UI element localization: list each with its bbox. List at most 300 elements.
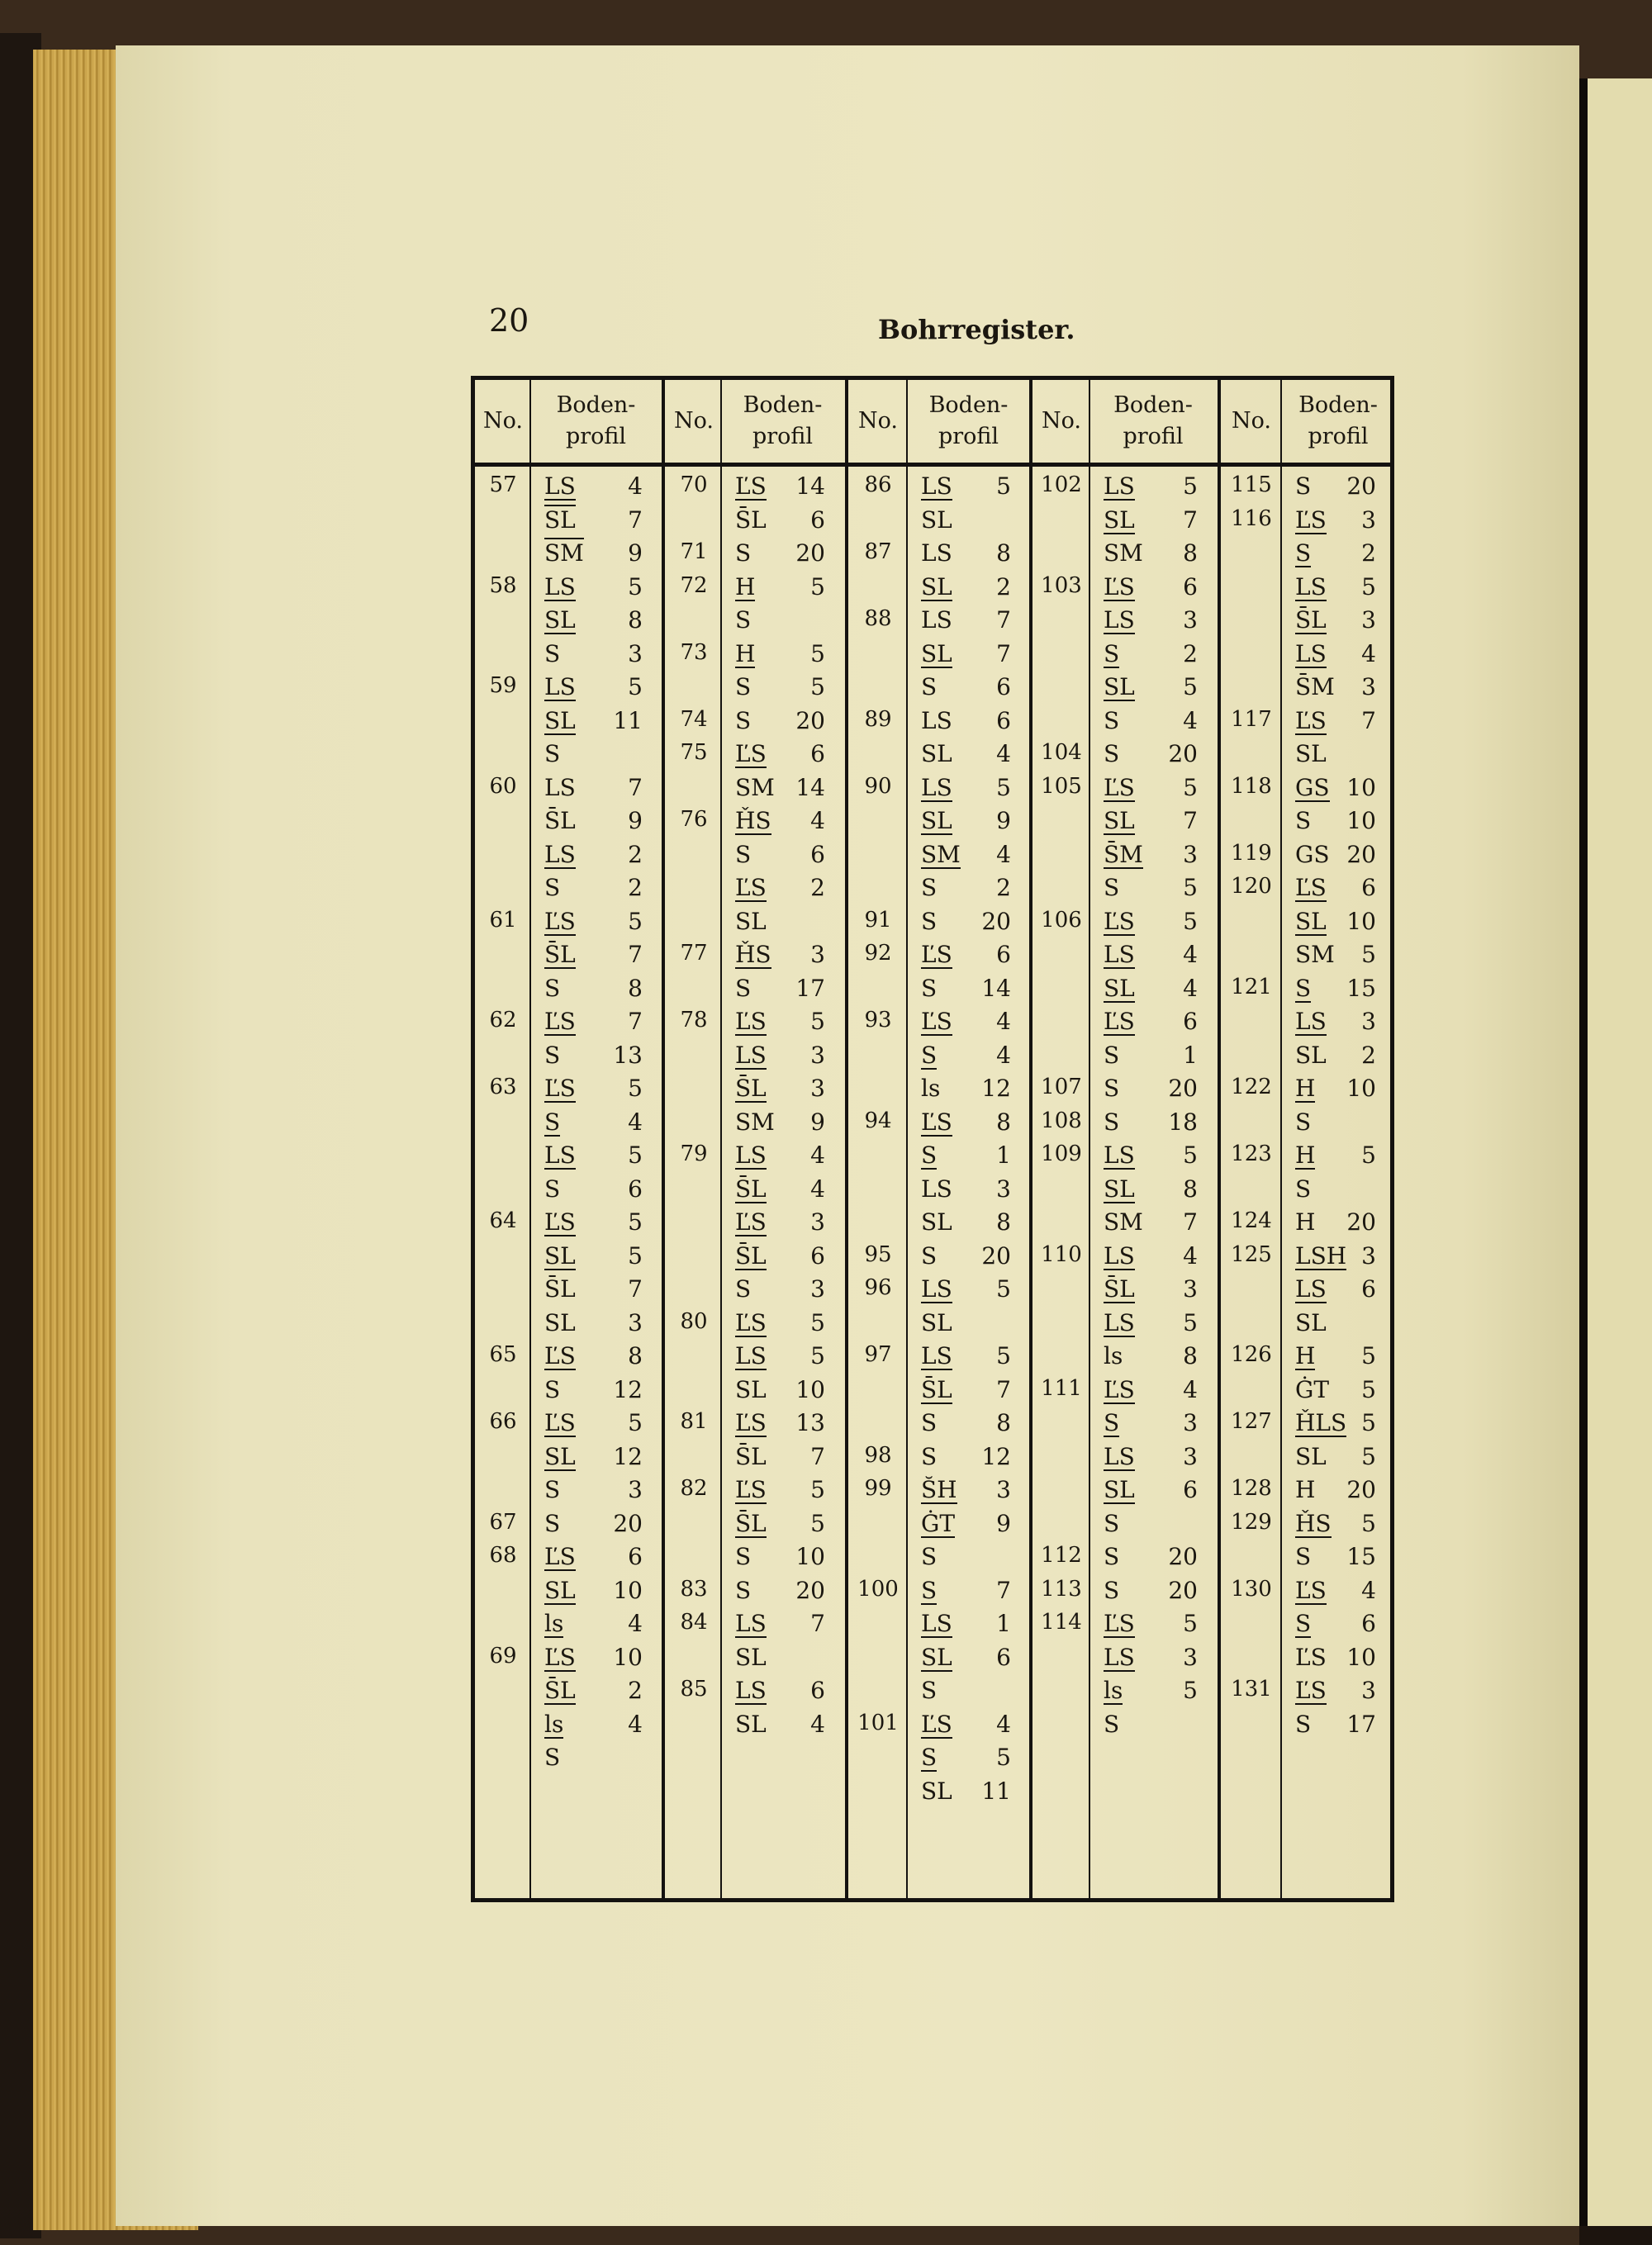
header-profil-line1: Boden- xyxy=(556,392,636,418)
soil-layer xyxy=(735,1309,825,1336)
soil-code: ĽS xyxy=(1104,1375,1135,1403)
soil-code: SL xyxy=(1295,1041,1327,1069)
layer-depth: 9 xyxy=(628,807,643,834)
layer-depth: 1 xyxy=(1183,1041,1198,1069)
soil-layer xyxy=(1104,1443,1198,1470)
soil-layer xyxy=(1104,1376,1198,1403)
soil-layer xyxy=(1295,472,1376,500)
row-number: 73 xyxy=(680,639,708,665)
row-number: 80 xyxy=(680,1308,708,1334)
row-number: 131 xyxy=(1231,1677,1272,1702)
soil-code: S xyxy=(1295,472,1312,500)
soil-code: S̄L xyxy=(921,1375,952,1403)
row-number: 107 xyxy=(1041,1075,1082,1099)
soil-code: H xyxy=(1295,1075,1316,1102)
layer-depth: 4 xyxy=(996,840,1011,868)
layer-depth: 4 xyxy=(1183,1375,1198,1403)
layer-depth: 7 xyxy=(1361,706,1376,734)
soil-layer xyxy=(1295,1409,1376,1436)
soil-layer xyxy=(735,1208,825,1236)
row-number: 103 xyxy=(1041,572,1082,598)
soil-code: LS xyxy=(1104,606,1135,634)
soil-layer xyxy=(544,908,643,935)
soil-layer xyxy=(1104,1510,1198,1537)
soil-layer xyxy=(735,1677,825,1704)
row-number: 59 xyxy=(489,673,517,698)
soil-layer xyxy=(544,1242,643,1270)
row-number: 76 xyxy=(680,807,708,832)
layer-depth: 5 xyxy=(810,572,825,600)
row-number: 62 xyxy=(489,1008,517,1032)
layer-depth: 1 xyxy=(996,1610,1011,1637)
soil-layer xyxy=(921,1275,1011,1303)
soil-layer xyxy=(1104,1042,1198,1069)
soil-layer xyxy=(544,1711,643,1738)
soil-code: ĽS xyxy=(1295,1677,1327,1704)
row-number: 101 xyxy=(857,1710,899,1735)
soil-code: SL xyxy=(921,807,952,834)
layer-depth: 15 xyxy=(1346,974,1376,1002)
soil-code: S xyxy=(735,606,752,634)
soil-code: LS xyxy=(735,1342,767,1369)
soil-layer xyxy=(735,1510,825,1537)
soil-layer xyxy=(735,941,825,968)
header-no xyxy=(848,380,908,463)
layer-depth: 4 xyxy=(810,1175,825,1203)
layer-depth: 8 xyxy=(996,1208,1011,1236)
soil-layer xyxy=(1295,1175,1376,1203)
layer-depth: 6 xyxy=(1361,1275,1376,1303)
soil-code: ĽS xyxy=(735,1409,767,1436)
soil-code: SL xyxy=(1295,1442,1327,1470)
soil-layer xyxy=(1104,640,1198,667)
soil-code: ĽS xyxy=(1104,1008,1135,1035)
layer-depth: 7 xyxy=(628,505,643,534)
soil-code: LS xyxy=(544,572,576,600)
layer-depth: 1 xyxy=(996,1141,1011,1169)
soil-layer xyxy=(735,506,825,534)
soil-code: H xyxy=(1295,1141,1316,1169)
layer-depth: 8 xyxy=(628,606,643,634)
soil-code: LS xyxy=(921,472,952,500)
layer-depth: 5 xyxy=(628,673,643,700)
layer-depth: 5 xyxy=(1183,907,1198,935)
soil-code: S xyxy=(544,740,561,767)
layer-depth: 4 xyxy=(996,1710,1011,1738)
row-number: 96 xyxy=(864,1275,892,1300)
soil-layer xyxy=(1295,740,1376,767)
layer-depth: 8 xyxy=(1183,539,1198,567)
soil-code: ĽS xyxy=(544,1543,576,1570)
soil-code: ĽS xyxy=(1104,773,1135,801)
column-rule xyxy=(529,380,531,1898)
soil-code: S xyxy=(544,1175,561,1203)
soil-code: SL xyxy=(921,572,952,600)
soil-layer xyxy=(544,1610,643,1637)
soil-code: SL xyxy=(1104,505,1135,534)
soil-layer xyxy=(921,1744,1011,1771)
row-number: 88 xyxy=(864,606,892,631)
row-number: 69 xyxy=(489,1643,517,1668)
row-number: 87 xyxy=(864,539,892,564)
soil-code: ȞLS xyxy=(1295,1409,1347,1436)
soil-code: H xyxy=(1295,1342,1316,1369)
layer-depth: 7 xyxy=(1183,807,1198,834)
soil-layer xyxy=(735,1141,825,1169)
soil-code: ĽS xyxy=(544,1008,576,1035)
layer-depth: 5 xyxy=(1361,572,1376,600)
soil-layer xyxy=(921,539,1011,567)
soil-layer xyxy=(544,1577,643,1604)
soil-code: ĽS xyxy=(735,874,767,901)
soil-layer xyxy=(544,740,643,767)
soil-code: S xyxy=(544,1509,561,1537)
header-no xyxy=(1221,380,1282,463)
row-number: 114 xyxy=(1041,1610,1082,1635)
row-number: 97 xyxy=(864,1342,892,1367)
soil-layer xyxy=(1104,1275,1198,1303)
layer-depth: 6 xyxy=(1183,572,1198,600)
layer-depth: 3 xyxy=(1183,840,1198,868)
soil-layer xyxy=(921,1543,1011,1570)
soil-code: S xyxy=(1104,1108,1120,1136)
row-number: 63 xyxy=(489,1075,517,1099)
soil-layer xyxy=(544,506,643,534)
soil-code: S̄L xyxy=(544,941,576,968)
soil-code: S xyxy=(921,1409,938,1436)
layer-depth: 4 xyxy=(1183,974,1198,1002)
soil-layer xyxy=(544,1108,643,1136)
soil-layer xyxy=(921,1711,1011,1738)
soil-code: S xyxy=(921,1576,938,1604)
soil-code: S xyxy=(1295,1610,1312,1637)
soil-layer xyxy=(1295,841,1376,868)
layer-depth: 11 xyxy=(613,706,643,734)
soil-code: SL xyxy=(921,1777,952,1805)
column-rule xyxy=(720,380,722,1898)
soil-code: S̄L xyxy=(735,1241,767,1270)
soil-layer xyxy=(544,472,643,500)
layer-depth: 6 xyxy=(1361,874,1376,901)
soil-code: S xyxy=(1104,639,1120,667)
layer-depth: 6 xyxy=(996,673,1011,700)
header-profil-line1: Boden- xyxy=(1298,392,1378,418)
row-number: 60 xyxy=(489,773,517,799)
soil-code: S xyxy=(1295,1175,1312,1203)
soil-layer xyxy=(544,1744,643,1771)
soil-layer xyxy=(735,807,825,834)
soil-code: S̄L xyxy=(735,1075,767,1102)
soil-layer xyxy=(921,1476,1011,1503)
layer-depth: 9 xyxy=(810,1108,825,1136)
soil-layer xyxy=(1104,1342,1198,1369)
soil-layer xyxy=(921,1677,1011,1704)
soil-layer xyxy=(921,1443,1011,1470)
column-rule xyxy=(662,380,665,1898)
soil-layer xyxy=(544,1543,643,1570)
soil-layer xyxy=(921,1141,1011,1169)
soil-code: S xyxy=(1104,874,1120,901)
soil-code: S xyxy=(921,1744,938,1771)
soil-layer xyxy=(1295,506,1376,534)
soil-layer xyxy=(1104,1309,1198,1336)
bore-register-table xyxy=(471,376,1394,1902)
soil-code: SL xyxy=(735,907,767,935)
soil-layer xyxy=(1295,1342,1376,1369)
row-number: 64 xyxy=(489,1208,517,1233)
layer-depth: 3 xyxy=(1361,505,1376,534)
row-number: 84 xyxy=(680,1610,708,1635)
layer-depth: 6 xyxy=(810,505,825,534)
layer-depth: 12 xyxy=(981,1442,1011,1470)
soil-code: LS xyxy=(921,706,952,734)
layer-depth: 9 xyxy=(628,539,643,567)
soil-code: S xyxy=(735,1275,752,1303)
layer-depth: 6 xyxy=(810,1677,825,1704)
soil-code: ĽS xyxy=(1104,1610,1135,1637)
layer-depth: 10 xyxy=(1346,773,1376,801)
soil-code: ĽS xyxy=(1295,1576,1327,1604)
soil-layer xyxy=(1104,1008,1198,1035)
layer-depth: 7 xyxy=(1183,1208,1198,1236)
row-number: 83 xyxy=(680,1576,708,1602)
soil-code: ĽS xyxy=(735,1008,767,1035)
soil-layer xyxy=(1104,975,1198,1002)
layer-depth: 4 xyxy=(810,1710,825,1738)
soil-layer xyxy=(921,1376,1011,1403)
soil-layer xyxy=(544,673,643,700)
layer-depth: 6 xyxy=(996,706,1011,734)
soil-code: LS xyxy=(735,1041,767,1069)
soil-layer xyxy=(1295,673,1376,700)
soil-layer xyxy=(544,1075,643,1102)
layer-depth: 8 xyxy=(1183,1175,1198,1203)
row-number: 91 xyxy=(864,907,892,933)
soil-layer xyxy=(1104,673,1198,700)
soil-code: SM xyxy=(921,840,961,868)
layer-depth: 3 xyxy=(1361,606,1376,634)
soil-code: S̄M xyxy=(1295,673,1335,700)
row-number: 106 xyxy=(1041,907,1082,933)
soil-layer xyxy=(735,1577,825,1604)
soil-code: S̄L xyxy=(544,807,576,834)
row-number: 90 xyxy=(864,773,892,799)
soil-code: S xyxy=(921,1241,938,1270)
layer-depth: 5 xyxy=(1361,1141,1376,1169)
soil-layer xyxy=(735,1242,825,1270)
soil-code: LS xyxy=(921,606,952,634)
soil-code: ĽS xyxy=(1295,874,1327,901)
layer-depth: 10 xyxy=(1346,907,1376,935)
soil-layer xyxy=(544,841,643,868)
soil-layer xyxy=(921,1644,1011,1671)
row-number: 109 xyxy=(1041,1141,1082,1166)
soil-layer xyxy=(1295,1309,1376,1336)
soil-code: S xyxy=(1104,740,1120,767)
soil-code: ĠT xyxy=(1295,1375,1330,1403)
soil-code: LS xyxy=(1104,1442,1135,1470)
soil-code: S xyxy=(1104,1509,1120,1537)
row-number: 117 xyxy=(1231,706,1272,732)
soil-code: ȞS xyxy=(735,941,771,968)
row-number: 61 xyxy=(489,907,517,933)
soil-code: LS xyxy=(921,539,952,567)
row-number: 111 xyxy=(1041,1375,1082,1401)
row-number: 72 xyxy=(680,572,708,598)
layer-depth: 10 xyxy=(1346,807,1376,834)
soil-layer xyxy=(921,606,1011,634)
soil-layer xyxy=(921,1175,1011,1203)
soil-layer xyxy=(921,673,1011,700)
soil-layer xyxy=(1295,807,1376,834)
layer-depth: 7 xyxy=(628,1008,643,1035)
soil-layer xyxy=(1104,1711,1198,1738)
soil-layer xyxy=(1295,1008,1376,1035)
soil-code: S xyxy=(544,1375,561,1403)
soil-layer xyxy=(544,1476,643,1503)
soil-layer xyxy=(921,506,1011,534)
layer-depth: 8 xyxy=(996,1108,1011,1136)
layer-depth: 7 xyxy=(810,1610,825,1637)
layer-depth: 2 xyxy=(1361,1041,1376,1069)
row-number: 129 xyxy=(1231,1509,1272,1535)
soil-code: SL xyxy=(1104,974,1135,1002)
soil-layer xyxy=(1104,1543,1198,1570)
soil-code: SL xyxy=(1104,807,1135,834)
soil-layer xyxy=(1104,807,1198,834)
soil-code: SL xyxy=(1295,1308,1327,1336)
soil-layer xyxy=(921,1309,1011,1336)
row-number: 102 xyxy=(1041,472,1082,497)
layer-depth: 3 xyxy=(1361,673,1376,700)
soil-layer xyxy=(544,1008,643,1035)
gutter-shadow xyxy=(1579,78,1588,2226)
soil-layer xyxy=(735,1443,825,1470)
layer-depth: 4 xyxy=(1361,1576,1376,1604)
soil-layer xyxy=(544,1644,643,1671)
soil-code: ĽS xyxy=(1295,706,1327,734)
soil-code: LS xyxy=(921,1342,952,1369)
soil-code: S xyxy=(921,1543,938,1570)
soil-code: LS xyxy=(921,1275,952,1303)
soil-code: LS xyxy=(1104,1308,1135,1336)
soil-code: ĽS xyxy=(735,472,767,500)
soil-code: ĽS xyxy=(544,907,576,935)
layer-depth: 10 xyxy=(795,1543,825,1570)
soil-code: ĽS xyxy=(1104,572,1135,600)
soil-code: SL xyxy=(1104,673,1135,700)
soil-layer xyxy=(544,707,643,734)
soil-layer xyxy=(544,1275,643,1303)
layer-depth: 3 xyxy=(1183,1409,1198,1436)
soil-code: S xyxy=(735,974,752,1002)
soil-layer xyxy=(735,908,825,935)
row-number: 94 xyxy=(864,1108,892,1133)
layer-depth: 3 xyxy=(1183,606,1198,634)
row-number: 128 xyxy=(1231,1476,1272,1501)
layer-depth: 5 xyxy=(628,1409,643,1436)
layer-depth: 6 xyxy=(628,1543,643,1570)
header-no xyxy=(666,380,722,463)
header-profil-line2: profil xyxy=(565,424,627,449)
soil-code: S xyxy=(1295,807,1312,834)
soil-code: ls xyxy=(544,1710,564,1738)
soil-code: S xyxy=(735,1543,752,1570)
layer-depth: 20 xyxy=(1168,1075,1198,1102)
layer-depth: 8 xyxy=(1183,1342,1198,1369)
layer-depth: 14 xyxy=(795,773,825,801)
row-number: 120 xyxy=(1231,874,1272,899)
row-number: 65 xyxy=(489,1342,517,1367)
soil-code: S̄L xyxy=(544,1275,576,1303)
layer-depth: 5 xyxy=(810,1476,825,1503)
soil-layer xyxy=(735,1711,825,1738)
layer-depth: 4 xyxy=(810,1141,825,1169)
soil-code: S xyxy=(735,673,752,700)
layer-depth: 7 xyxy=(996,1576,1011,1604)
soil-code: SL xyxy=(921,1643,952,1671)
header-profil-line1: Boden- xyxy=(1113,392,1193,418)
layer-depth: 20 xyxy=(1346,472,1376,500)
layer-depth: 5 xyxy=(810,673,825,700)
layer-depth: 9 xyxy=(996,1509,1011,1537)
soil-layer xyxy=(1104,1208,1198,1236)
soil-code: ĽS xyxy=(921,1108,952,1136)
soil-code: S xyxy=(1104,706,1120,734)
soil-layer xyxy=(1295,1376,1376,1403)
layer-depth: 2 xyxy=(996,874,1011,901)
row-number: 124 xyxy=(1231,1208,1272,1233)
row-number: 57 xyxy=(489,472,517,497)
soil-code: SL xyxy=(921,1208,952,1236)
soil-code: LS xyxy=(1295,639,1327,667)
layer-depth: 3 xyxy=(1183,1442,1198,1470)
soil-layer xyxy=(921,1008,1011,1035)
soil-code: ĽS xyxy=(921,1710,952,1738)
layer-depth: 4 xyxy=(1183,1241,1198,1270)
soil-code: S xyxy=(1295,539,1312,567)
layer-depth: 5 xyxy=(1183,1610,1198,1637)
soil-code: ĽS xyxy=(1104,907,1135,935)
header-profil xyxy=(722,380,843,463)
header-profil-line2: profil xyxy=(1308,424,1369,449)
row-number: 93 xyxy=(864,1008,892,1032)
soil-code: S xyxy=(1295,1710,1312,1738)
layer-depth: 4 xyxy=(996,1008,1011,1035)
soil-layer xyxy=(921,941,1011,968)
row-number: 79 xyxy=(680,1141,708,1166)
soil-layer xyxy=(544,539,643,567)
soil-layer xyxy=(544,1409,643,1436)
soil-code: S xyxy=(544,639,561,667)
soil-code: S̄L xyxy=(735,505,767,534)
row-number: 116 xyxy=(1231,505,1272,531)
layer-depth: 12 xyxy=(981,1075,1011,1102)
soil-layer xyxy=(1104,1677,1198,1704)
layer-depth: 6 xyxy=(810,840,825,868)
soil-layer xyxy=(1104,740,1198,767)
soil-layer xyxy=(921,1610,1011,1637)
layer-depth: 4 xyxy=(628,1610,643,1637)
soil-code: S xyxy=(921,907,938,935)
soil-layer xyxy=(544,573,643,600)
soil-code: SL xyxy=(544,606,576,634)
layer-depth: 7 xyxy=(628,1275,643,1303)
soil-layer xyxy=(1104,941,1198,968)
soil-code: LS xyxy=(544,840,576,868)
soil-layer xyxy=(1104,506,1198,534)
header-profil-line1: Boden- xyxy=(743,392,823,418)
